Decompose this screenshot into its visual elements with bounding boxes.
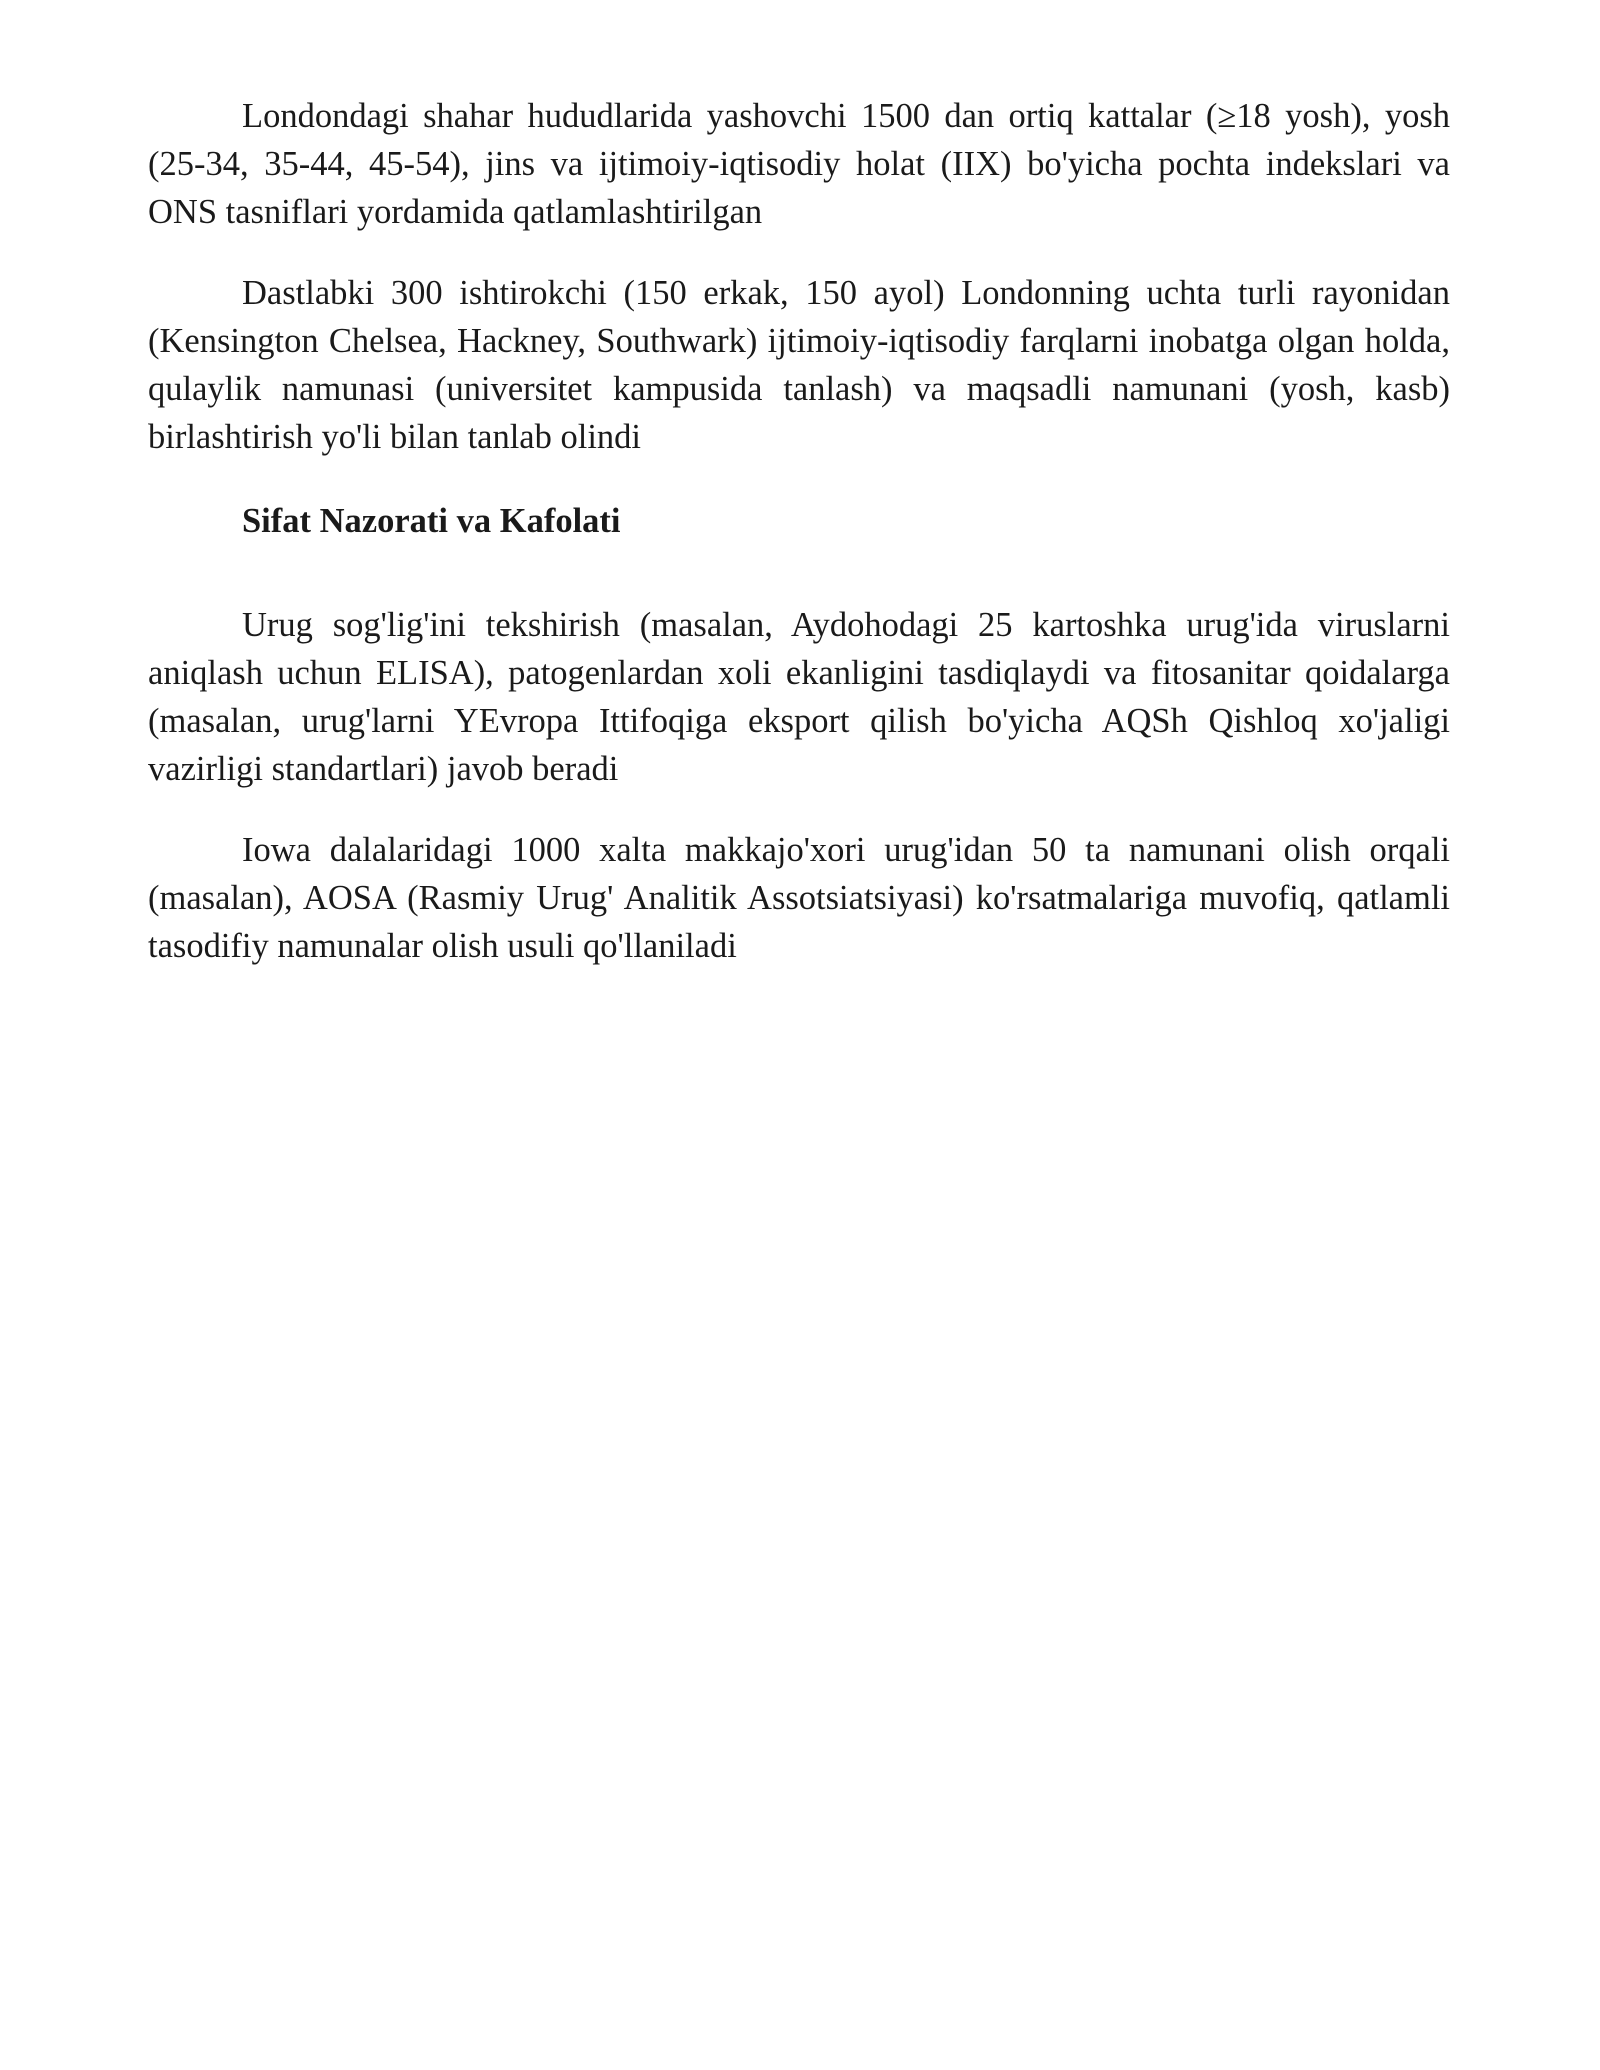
section-heading: Sifat Nazorati va Kafolati: [242, 502, 621, 540]
document-body: [148, 92, 1450, 970]
paragraph-initial-participants: Dastlabki 300 ishtirokchi (150 erkak, 150 ayol) Londonning uchta turli rayonidan (Kensington Chelsea, Hackney, Southwark) ijtimoiy-iqtisodiy farqlarni inobatga olgan holda, qulaylik namunasi (universitet kampusida tanlash) va maqsadli namunani (yosh, kasb) birlashtirish yo'li bilan tanlab olindi: [148, 274, 1450, 456]
paragraph-sampling-method: Iowa dalalaridagi 1000 xalta makkajo'xori urug'idan 50 ta namunani olish orqali (masalan), AOSA (Rasmiy Urug' Analitik Assotsiatsiyasi) ko'rsatmalariga muvofiq, qatlamli tasodifiy namunalar olish usuli qo'llaniladi: [148, 831, 1450, 965]
paragraph-seed-health: Urug sog'lig'ini tekshirish (masalan, Aydohodagi 25 kartoshka urug'ida viruslarni aniqlash uchun ELISA), patogenlardan xoli ekanligini tasdiqlaydi va fitosanitar qoidalarga (masalan, urug'larni YEvropa Ittifoqiga eksport qilish bo'yicha AQSh Qishloq xo'jaligi vazirligi standartlari) javob beradi: [148, 606, 1450, 788]
paragraph-london-adults: Londondagi shahar hududlarida yashovchi 1500 dan ortiq kattalar (≥18 yosh), yosh (25-34, 35-44, 45-54), jins va ijtimoiy-iqtisodiy holat (IIX) bo'yicha pochta indekslari va ONS tasniflari yordamida qatlamlashtirilgan: [148, 97, 1450, 231]
